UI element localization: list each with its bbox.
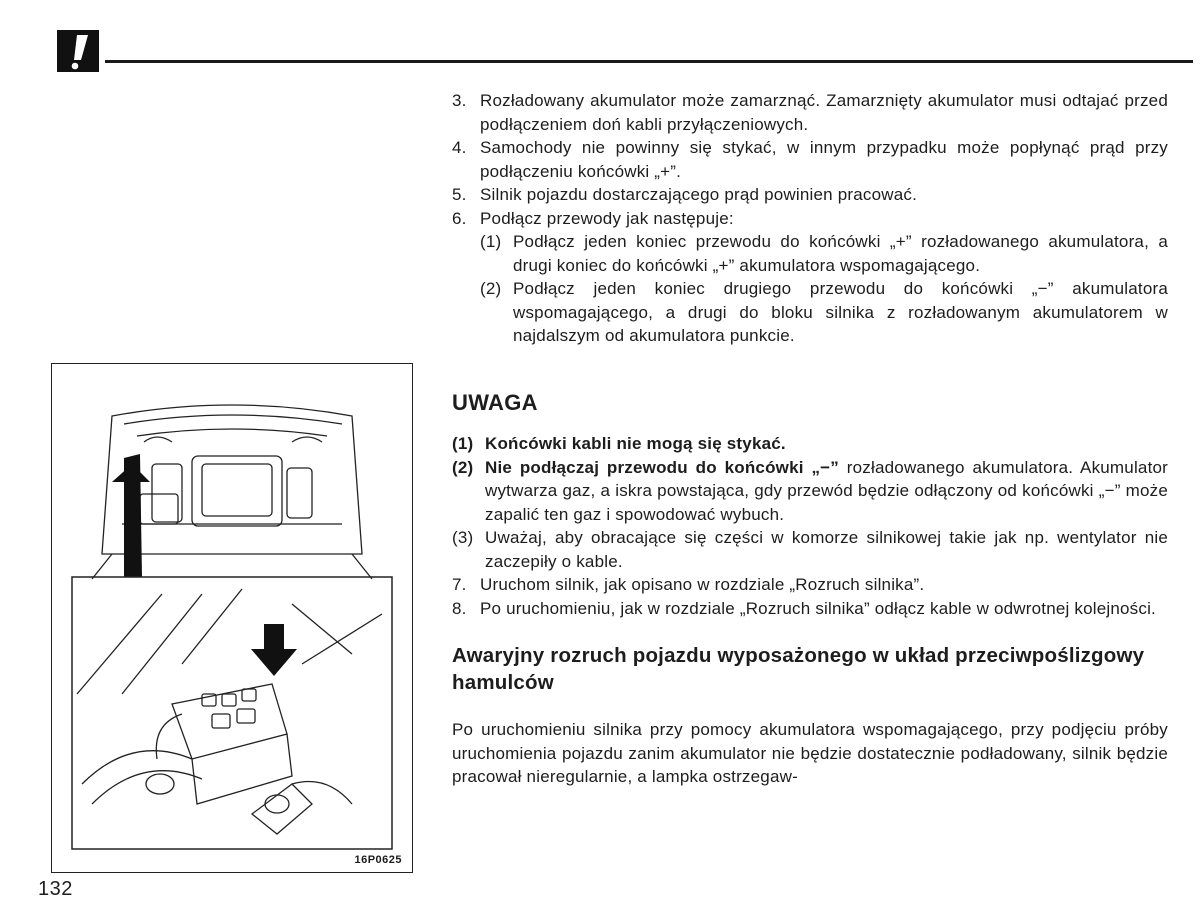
warning-item-text: Uważaj, aby obracające się części w komorze silnikowej takie jak np. wentylator nie zaczepiły o kable. (485, 528, 1168, 571)
figure-code: 16P0625 (354, 854, 402, 866)
warning-item-number: (2) (452, 457, 474, 477)
warning-badge (57, 30, 99, 72)
sub-item-number: (1) (480, 232, 502, 251)
section-paragraph: Po uruchomieniu silnika przy pomocy akumulatora wspomagającego, przy podjęciu próby uruchomienia pojazdu zanim akumulator nie będzie dostatecznie podładowany, silnik będzie pracował nieregularnie, a lampka ostrzegaw- (452, 720, 1168, 786)
item-number: 4. (452, 138, 467, 157)
warning-item (452, 526, 1168, 573)
warning-item-number: (3) (452, 528, 474, 547)
warning-item-bold: Końcówki kabli nie mogą się stykać. (485, 434, 786, 453)
list-item (452, 597, 1168, 621)
engine-bay-drawing (52, 364, 414, 874)
list-item (452, 207, 1168, 231)
sub-item-text: Podłącz jeden koniec przewodu do końcówki „+” rozładowanego akumulatora, a drugi koniec do końcówki „+” akumulatora wspomagającego. (513, 232, 1168, 275)
engine-bay-illustration (51, 363, 413, 873)
warning-item-number: (1) (452, 434, 474, 453)
item-number: 8. (452, 598, 467, 618)
item-text: Samochody nie powinny się stykać, w innym przypadku może popłynąć prąd przy podłączeniu końcówki „+”. (480, 138, 1168, 181)
page-number: 132 (38, 878, 73, 900)
list-item (452, 573, 1168, 597)
header-rule (105, 60, 1193, 63)
item-text: Silnik pojazdu dostarczającego prąd powinien pracować. (480, 185, 917, 204)
warning-item (452, 456, 1168, 527)
item-text: Uruchom silnik, jak opisano w rozdziale „Rozruch silnika”. (480, 575, 925, 594)
list-item (452, 183, 1168, 207)
list-item (452, 136, 1168, 183)
item-number: 6. (452, 208, 467, 228)
sub-item-text: Podłącz jeden koniec drugiego przewodu do końcówki „−” akumulatora wspomagającego, a drugi do bloku silnika z rozładowanym akumulatorem w najdalszym od akumulatora punkcie. (513, 279, 1168, 345)
item-number: 3. (452, 91, 467, 110)
instructions-column (452, 89, 1168, 789)
sub-item-number: (2) (480, 279, 502, 298)
list-item (452, 89, 1168, 136)
warning-item (452, 432, 1168, 456)
item-text: Podłącz przewody jak następuje: (480, 208, 734, 228)
item-number: 5. (452, 185, 467, 204)
sub-list-item (480, 277, 1168, 348)
warning-heading: UWAGA (452, 389, 538, 415)
sub-list-item (480, 230, 1168, 277)
warning-item-text: rozładowanego akumulatora. Akumulator wytwarza gaz, a iskra powstająca, gdy przewód będzie odłączony od końcówki „−” może zapalić ten gaz i spowodować wybuch. (485, 457, 1169, 524)
item-text: Po uruchomieniu, jak w rozdziale „Rozruch silnika” odłącz kable w odwrotnej kolejności. (480, 598, 1156, 618)
section-subheading: Awaryjny rozruch pojazdu wyposażonego w układ przeciwpoślizgowy hamulców (452, 644, 1145, 694)
item-number: 7. (452, 575, 467, 594)
item-text: Rozładowany akumulator może zamarznąć. Zamarznięty akumulator musi odtajać przed podłączeniem doń kabli przyłączeniowych. (480, 91, 1168, 134)
warning-item-bold: Nie podłączaj przewodu do końcówki „−” (485, 457, 839, 477)
exclamation-icon (57, 30, 99, 72)
